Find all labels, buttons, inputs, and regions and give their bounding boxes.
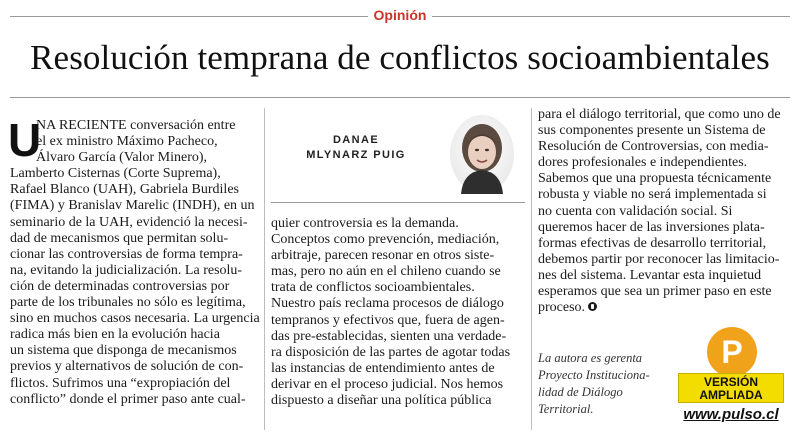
text-line: nes del sistema. Levantar esta inquietud bbox=[538, 267, 762, 283]
text-line: Rafael Blanco (UAH), Gabriela Burdiles bbox=[10, 182, 239, 198]
text-line: debemos partir por reconocer las limitacio- bbox=[538, 251, 780, 267]
text-line: sino en muchos casos necesaria. La urgencia bbox=[10, 311, 260, 327]
text-line: quier controversia es la demanda. bbox=[271, 216, 459, 231]
text-line: tempranos y efectivos que, fuera de agen- bbox=[271, 312, 505, 328]
version-badge bbox=[678, 373, 784, 403]
badge-line-2: AMPLIADA bbox=[699, 388, 763, 402]
section-label: Opinión bbox=[373, 7, 427, 23]
text-line: conflicto” donde el primer paso ante cual- bbox=[10, 391, 246, 407]
author-name bbox=[271, 133, 441, 163]
text-line: Resolución de Controversias, con media- bbox=[538, 139, 769, 155]
text-line: un sistema que disponga de mecanismos bbox=[10, 343, 237, 359]
pulso-promo[interactable] bbox=[676, 326, 786, 426]
text-line: Nuestro país reclama procesos de diálogo bbox=[271, 296, 504, 312]
text-line: na, evitando la judicialización. La resolu- bbox=[10, 262, 243, 278]
author-note-line: lidad de Diálogo bbox=[538, 385, 623, 399]
text-line: sus componentes presente un Sistema de bbox=[538, 123, 766, 139]
text-line: dispuesto a diseñar una política pública bbox=[271, 393, 492, 409]
text-line: trata de conflictos socioambientales. bbox=[271, 280, 475, 296]
text-line: proceso. bbox=[538, 300, 790, 316]
author-byline bbox=[271, 114, 525, 198]
text-line: seminario de la UAH, evidenció la necesi- bbox=[10, 214, 248, 230]
text-line: Sabemos que una propuesta técnicamente bbox=[538, 171, 772, 187]
author-rule bbox=[271, 202, 525, 203]
text-line: mas, pero no aún en el chileno cuando se bbox=[271, 264, 501, 280]
logo-letter: P bbox=[721, 334, 743, 370]
drop-cap: U bbox=[8, 114, 42, 166]
column-divider bbox=[531, 108, 532, 430]
article-column-2 bbox=[271, 216, 525, 409]
column-divider bbox=[264, 108, 265, 430]
text-line: el ex ministro Máximo Pacheco, bbox=[36, 134, 218, 150]
text-line: esperamos que sea un primer paso en este bbox=[538, 284, 772, 300]
section-rule-right bbox=[432, 16, 790, 17]
headline-rule bbox=[10, 97, 790, 98]
text-line: (FIMA) y Branislav Marelic (INDH), en un bbox=[10, 198, 255, 214]
author-note-line: Territorial. bbox=[538, 402, 594, 416]
author-note bbox=[538, 350, 668, 418]
text-line: cionar las controversias de forma tempra- bbox=[10, 246, 243, 262]
author-note-line: Proyecto Instituciona- bbox=[538, 368, 650, 382]
badge-line-1: VERSIÓN bbox=[703, 375, 758, 389]
text-line: ción de determinadas controversias por bbox=[10, 278, 230, 294]
text-line: dores profesionales e independientes. bbox=[538, 155, 748, 171]
article-column-1 bbox=[8, 114, 260, 408]
text-line: ra disposición de las partes de agotar todas bbox=[271, 344, 511, 360]
promo-url-link[interactable]: www.pulso.cl bbox=[683, 406, 779, 423]
headline: Resolución temprana de conflictos socioambientales bbox=[30, 38, 770, 77]
author-last-name: MLYNARZ PUIG bbox=[306, 149, 406, 161]
text-line: das pre-establecidas, sienten una verdade- bbox=[271, 328, 507, 344]
pulso-end-mark-icon bbox=[588, 302, 597, 311]
text-line: Lamberto Cisternas (Corte Suprema), bbox=[10, 166, 221, 182]
text-line: arbitraje, parecen resonar en otros siste- bbox=[271, 248, 495, 264]
author-note-line: La autora es gerenta bbox=[538, 351, 643, 365]
text-line: Conceptos como prevención, mediación, bbox=[271, 232, 500, 248]
text-line: flictos. Sufrimos una “expropiación del bbox=[10, 375, 231, 391]
text-line: derivar en el proceso judicial. Nos hemos bbox=[271, 376, 504, 392]
text-line: Álvaro García (Valor Minero), bbox=[36, 150, 208, 166]
text-line: NA RECIENTE conversación entre bbox=[36, 118, 236, 133]
text-line: no cuenta con validación social. Si bbox=[538, 203, 733, 219]
text-line: las instancias de entendimiento antes de bbox=[271, 360, 495, 376]
article-column-3 bbox=[538, 107, 790, 316]
pulso-logo-icon bbox=[706, 326, 758, 378]
text-line: para el diálogo territorial, que como uno de bbox=[538, 107, 781, 122]
text-line: parte de los tribunales no sólo es legítima, bbox=[10, 295, 246, 311]
text-line: radica más bien en la evolución hacia bbox=[10, 327, 220, 343]
author-portrait bbox=[449, 114, 515, 194]
text-line: dad de mecanismos que permitan solu- bbox=[10, 230, 229, 246]
author-first-name: DANAE bbox=[332, 134, 380, 146]
text-line: robusta y viable no será implementada si bbox=[538, 187, 767, 203]
text-line: formas efectivas de desarrollo territorial, bbox=[538, 235, 767, 251]
text-line: previos y alternativos de solución de con- bbox=[10, 359, 244, 375]
text-line: queremos hacer de las inversiones plata- bbox=[538, 219, 765, 235]
